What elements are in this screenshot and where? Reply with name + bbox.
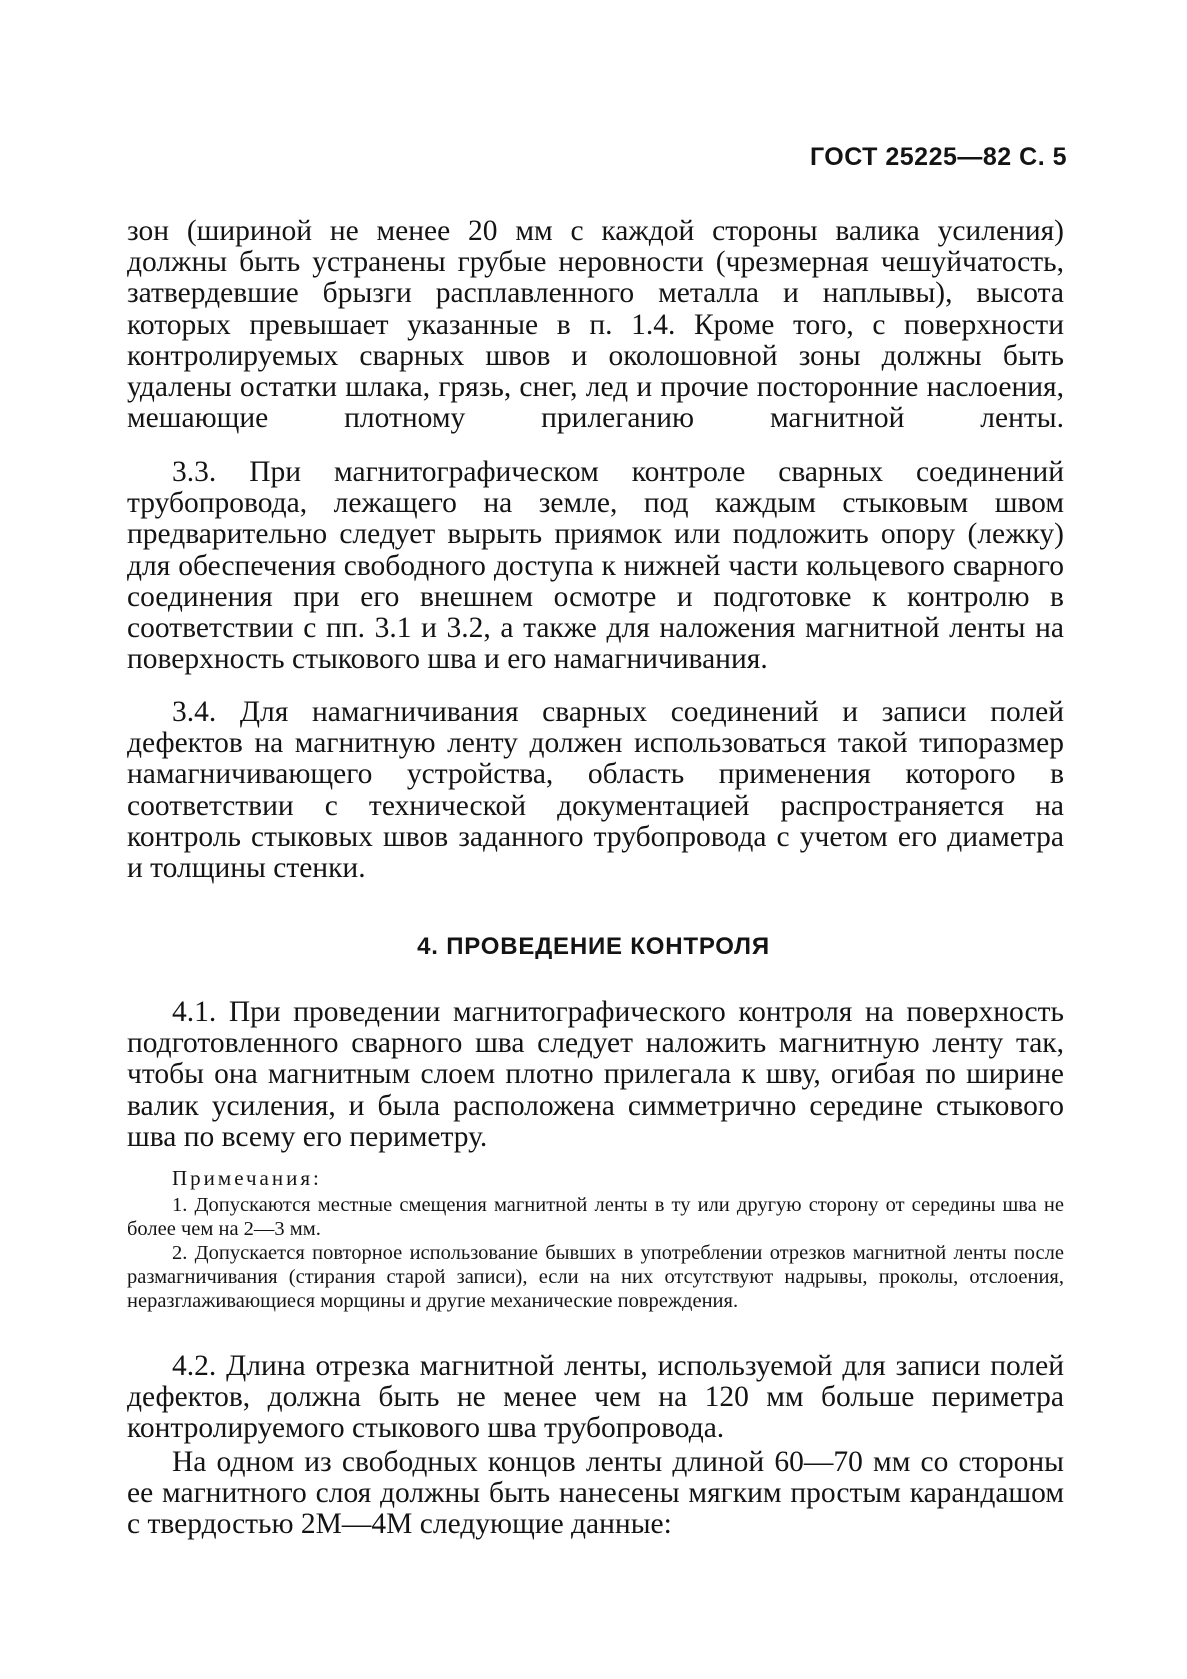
- note-2: 2. Допускается повторное использование бывших в употреблении отрезков магнитной ленты после размагничивания (стирания старой записи), если на них отсутствуют надрывы, проколы, отслоения, неразглаживающиеся морщины и другие механические повреждения.: [127, 1242, 1064, 1312]
- paragraph-4-1: 4.1. При проведении магнитографического контроля на поверхность подготовленного сварного шва следует наложить магнитную ленту так, чтобы она магнитным слоем плотно прилегала к шву, огибая по ширине валик усиления, и была расположена симметрично середине стыкового шва по всему его периметру.: [127, 996, 1064, 1153]
- paragraph-4-2: 4.2. Длина отрезка магнитной ленты, используемой для записи полей дефектов, должна быть не менее чем на 120 мм больше периметра контролируемого стыкового шва трубопровода.: [127, 1350, 1064, 1445]
- paragraph-3-3: 3.3. При магнитографическом контроле сварных соединений трубопровода, лежащего на земле, под каждым стыковым швом предварительно следует вырыть приямок или подложить опору (лежку) для обеспечения свободного доступа к нижней части кольцевого сварного соединения при его внешнем осмотре и подготовке к контролю в соответствии с пп. 3.1 и 3.2, а также для наложения магнитной ленты на поверхность стыкового шва и его намагничивания.: [127, 456, 1064, 676]
- paragraph-3-4: 3.4. Для намагничивания сварных соединений и записи полей дефектов на магнитную ленту должен использоваться такой типоразмер намагничивающего устройства, область применения которого в соответствии с технической документацией распространяется на контроль стыковых швов заданного трубопровода с учетом его диаметра и толщины стенки.: [127, 696, 1064, 885]
- paragraph-4-2-continuation: На одном из свободных концов ленты длиной 60—70 мм со стороны ее магнитного слоя должны быть нанесены мягким простым карандашом с твердостью 2М—4М следующие данные:: [127, 1446, 1064, 1541]
- paragraph-continuation: зон (шириной не менее 20 мм с каждой стороны валика усиления) должны быть устранены грубые неровности (чрезмерная чешуйчатость, затвердевшие брызги расплавленного металла и наплывы), высота которых превышает указанные в п. 1.4. Кроме того, с поверхности контролируемых сварных швов и околошовной зоны должны быть удалены остатки шлака, грязь, снег, лед и прочие посторонние наслоения, мешающие плотному прилеганию магнитной ленты.: [127, 215, 1064, 435]
- notes-label: Примечания:: [172, 1166, 322, 1190]
- section-title: 4. ПРОВЕДЕНИЕ КОНТРОЛЯ: [417, 933, 770, 960]
- note-1: 1. Допускаются местные смещения магнитной ленты в ту или другую сторону от середины шва не более чем на 2—3 мм.: [127, 1194, 1064, 1240]
- page-header: ГОСТ 25225—82 С. 5: [809, 143, 1067, 171]
